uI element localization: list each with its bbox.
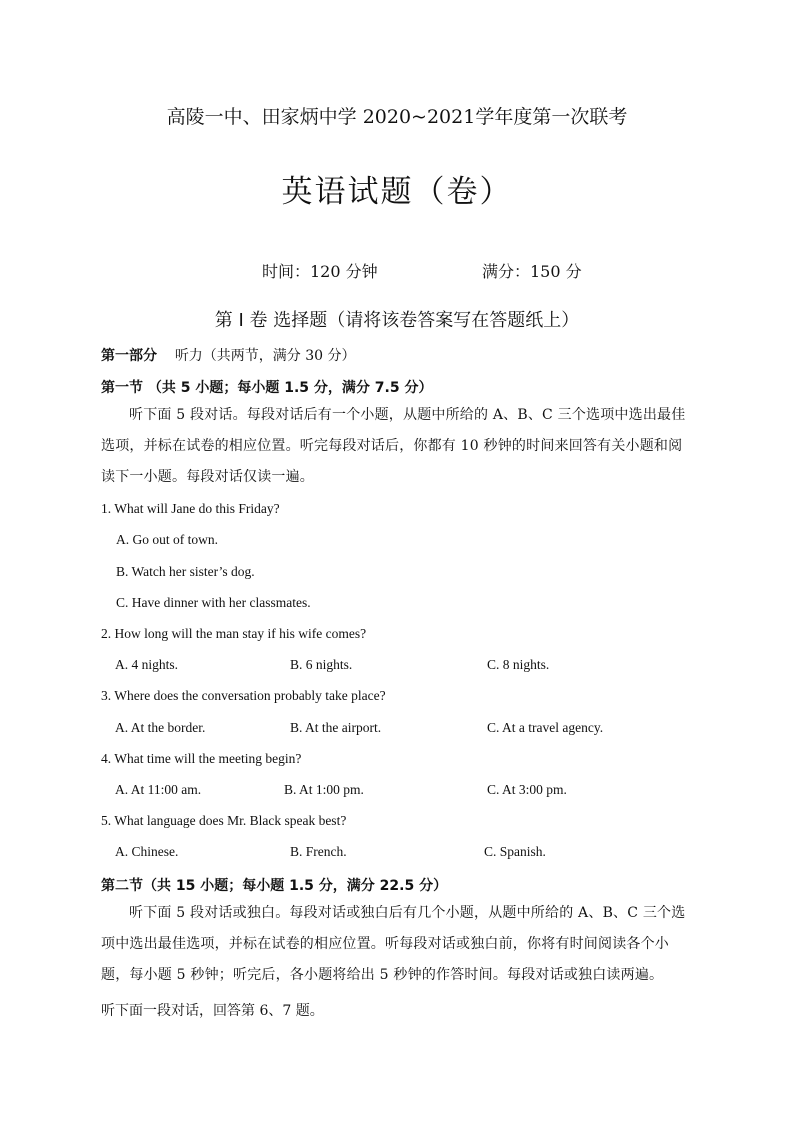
question-2-option-c: C. 8 nights.	[487, 657, 550, 672]
section2-heading: 第二节（共 15 小题；每小题 1.5 分，满分 22.5 分）	[101, 878, 448, 894]
question-5-option-b: B. French.	[290, 844, 347, 859]
question-3-option-b: B. At the airport.	[290, 720, 382, 735]
question-3-option-a: A. At the border.	[115, 720, 206, 735]
question-1-option-a: A. Go out of town.	[116, 532, 218, 547]
exam-score: 满分：150 分	[482, 262, 582, 281]
exam-school-line: 高陵一中、田家炳中学 2020~2021学年度第一次联考	[166, 106, 628, 128]
question-4-option-c: C. At 3:00 pm.	[487, 782, 567, 797]
question-5-option-c: C. Spanish.	[484, 844, 546, 859]
volume-heading: 第 I 卷 选择题（请将该卷答案写在答题纸上）	[214, 310, 580, 331]
section2-instructions: 听下面 5 段对话或独白。每段对话或独白后有几个小题，从题中所给的 A、B、C 三个选项中选出最佳选项，并标在试卷的相应位置。听每段对话或独白前，你将有时间阅读各个小题，每小题 5 秒钟；听完后，各小题将给出 5 秒钟的作答时间。每段对话或独白读两遍。	[101, 905, 686, 983]
question-4-option-b: B. At 1:00 pm.	[284, 782, 364, 797]
section1-instructions: 听下面 5 段对话。每段对话后有一个小题，从题中所给的 A、B、C 三个选项中选出最佳选项，并标在试卷的相应位置。听完每段对话后，你都有 10 秒钟的时间来回答有关小题和阅读下一小题。每段对话仅读一遍。	[101, 407, 686, 485]
question-5-option-a: A. Chinese.	[115, 844, 179, 859]
exam-time: 时间：120 分钟	[262, 262, 378, 281]
question-4-option-a: A. At 11:00 am.	[115, 782, 202, 797]
part1-heading	[101, 345, 356, 365]
question-1-option-b: B. Watch her sister’s dog.	[116, 564, 255, 579]
question-3-stem: 3. Where does the conversation probably take place?	[101, 688, 386, 703]
section2-next-instruction: 听下面一段对话，回答第 6、7 题。	[101, 1003, 324, 1019]
exam-title: 英语试题（卷）	[281, 174, 513, 210]
section1-heading: 第一节 （共 5 小题；每小题 1.5 分，满分 7.5 分）	[101, 380, 433, 396]
question-5-stem: 5. What language does Mr. Black speak best?	[101, 813, 347, 828]
question-2-option-a: A. 4 nights.	[115, 657, 179, 672]
question-4-stem: 4. What time will the meeting begin?	[101, 751, 302, 766]
question-2-option-b: B. 6 nights.	[290, 657, 353, 672]
part1-label: 第一部分	[101, 348, 157, 364]
question-3-option-c: C. At a travel agency.	[487, 720, 604, 735]
part1-text: 听力（共两节，满分 30 分）	[174, 348, 356, 364]
question-2-stem: 2. How long will the man stay if his wife comes?	[101, 626, 367, 641]
question-1-option-c: C. Have dinner with her classmates.	[116, 595, 311, 610]
question-1-stem: 1. What will Jane do this Friday?	[101, 501, 280, 516]
